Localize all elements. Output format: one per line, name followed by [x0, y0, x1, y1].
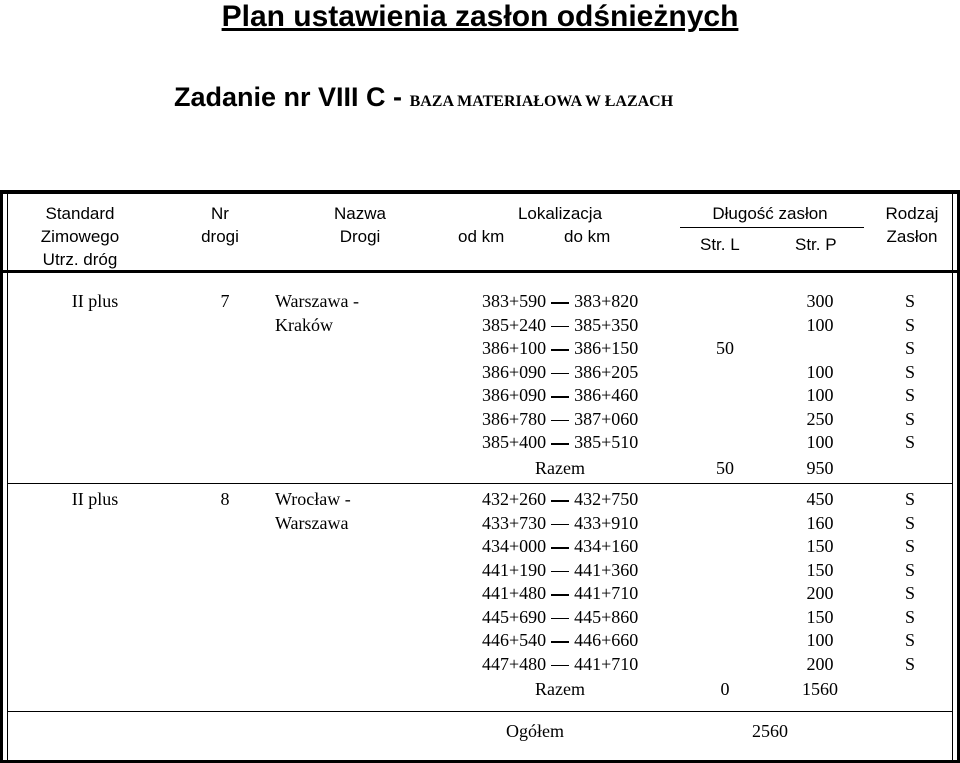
length-right: 100	[806, 385, 834, 405]
header-nazwa-l1: Nazwa	[334, 204, 386, 223]
header-str-l: Str. L	[700, 235, 740, 254]
km-from: 441+480	[482, 583, 547, 603]
razem-right: 1560	[802, 679, 838, 699]
km-from: 386+100	[482, 338, 547, 358]
task-number: Zadanie nr VIII C -	[174, 82, 403, 112]
length-right: 100	[806, 630, 834, 650]
km-to: 434+160	[574, 536, 639, 556]
range-dash	[551, 349, 569, 351]
section-separator-1	[8, 483, 952, 484]
table-left-border	[0, 190, 3, 763]
km-from: 386+090	[482, 361, 547, 382]
header-nr	[185, 202, 255, 248]
section-separator-2	[8, 711, 952, 712]
location-range	[482, 513, 638, 534]
header-nazwa-l2: Drogi	[339, 227, 381, 246]
location-range	[482, 560, 638, 581]
curtain-type: S	[904, 385, 915, 405]
location-range	[482, 385, 638, 406]
range-dash	[551, 420, 569, 422]
razem-left: 0	[720, 679, 730, 699]
curtain-type: S	[904, 536, 915, 556]
curtain-type: S	[904, 583, 915, 603]
length-right: 300	[806, 291, 834, 311]
km-from: 447+480	[482, 653, 547, 674]
header-standard-l1: Standard	[45, 204, 115, 223]
km-to: 441+360	[574, 559, 639, 580]
km-to: 441+710	[574, 583, 639, 603]
location-range	[482, 654, 638, 675]
razem-right: 950	[806, 457, 834, 478]
header-nazwa	[300, 202, 420, 248]
km-to: 386+460	[574, 385, 639, 405]
curtain-type: S	[904, 559, 915, 580]
length-right: 450	[806, 489, 834, 509]
task-subtitle	[174, 82, 673, 113]
location-range	[482, 583, 638, 604]
km-to: 385+510	[574, 432, 639, 452]
curtain-type: S	[904, 630, 915, 650]
range-dash	[551, 641, 569, 643]
km-from: 386+780	[482, 408, 547, 429]
curtain-type: S	[904, 512, 915, 533]
curtain-type: S	[904, 432, 915, 452]
km-from: 385+240	[482, 314, 547, 335]
header-rodzaj-l1: Rodzaj	[885, 204, 939, 223]
range-dash	[551, 618, 569, 620]
road-name-line2: Kraków	[275, 314, 333, 335]
header-standard	[10, 202, 150, 271]
header-nr-l2: drogi	[201, 227, 239, 246]
km-from: 385+400	[482, 432, 547, 452]
range-dash	[551, 396, 569, 398]
range-dash	[551, 302, 569, 304]
length-right: 150	[806, 606, 834, 627]
length-right: 200	[806, 583, 834, 603]
range-dash	[551, 665, 569, 667]
length-right: 100	[806, 314, 834, 335]
range-dash	[551, 547, 569, 549]
location-range	[482, 291, 638, 312]
km-to: 386+205	[574, 361, 639, 382]
km-from: 445+690	[482, 606, 547, 627]
header-do-km: do km	[564, 227, 611, 246]
header-standard-l3: Utrz. dróg	[42, 250, 118, 269]
header-str-p: Str. P	[795, 235, 837, 254]
road-name-line2: Warszawa	[275, 512, 349, 533]
page-title: Plan ustawienia zasłon odśnieżnych	[221, 0, 739, 33]
standard-cell: II plus	[71, 489, 119, 509]
km-from: 434+000	[482, 536, 547, 556]
km-to: 433+910	[574, 512, 639, 533]
km-to: 432+750	[574, 489, 639, 509]
length-right: 100	[806, 432, 834, 452]
km-to: 445+860	[574, 606, 639, 627]
table-top-border	[0, 190, 960, 194]
curtain-type: S	[904, 653, 915, 674]
header-rodzaj-l2: Zasłon	[886, 227, 938, 246]
km-to: 383+820	[574, 291, 639, 311]
range-dash	[551, 443, 569, 445]
road-name-line1: Warszawa -	[275, 291, 359, 311]
range-dash	[551, 524, 569, 526]
location-range	[482, 630, 638, 651]
km-to: 387+060	[574, 408, 639, 429]
curtain-type: S	[904, 361, 915, 382]
curtain-type: S	[904, 314, 915, 335]
km-from: 432+260	[482, 489, 547, 509]
curtain-type: S	[904, 291, 915, 311]
ogolem-label: Ogółem	[506, 721, 564, 741]
base-name: BAZA MATERIAŁOWA W ŁAZACH	[409, 93, 674, 110]
road-number: 8	[220, 489, 230, 509]
header-standard-l2: Zimowego	[40, 227, 120, 246]
road-number: 7	[220, 291, 230, 311]
km-to: 386+150	[574, 338, 639, 358]
km-from: 383+590	[482, 291, 547, 311]
header-od-km: od km	[458, 227, 505, 246]
location-range	[482, 432, 638, 453]
range-dash	[551, 500, 569, 502]
length-left: 50	[716, 338, 734, 358]
standard-cell: II plus	[71, 291, 119, 311]
location-range	[482, 536, 638, 557]
table-left-inner-border	[7, 190, 8, 763]
length-right: 100	[806, 361, 834, 382]
location-range	[482, 315, 638, 336]
range-dash	[551, 373, 569, 375]
curtain-plan-table	[0, 190, 960, 763]
table-right-inner-border	[952, 190, 953, 763]
length-right: 250	[806, 408, 834, 429]
curtain-type: S	[904, 489, 915, 509]
razem-label: Razem	[535, 679, 585, 699]
length-right: 150	[806, 559, 834, 580]
location-range	[482, 607, 638, 628]
header-nr-l1: Nr	[211, 204, 229, 223]
header-dlugosc: Długość zasłon	[712, 204, 828, 223]
curtain-type: S	[904, 338, 915, 358]
length-right: 150	[806, 536, 834, 556]
location-range	[482, 338, 638, 359]
range-dash	[551, 594, 569, 596]
km-to: 441+710	[574, 653, 639, 674]
length-right: 200	[806, 653, 834, 674]
header-lokalizacja: Lokalizacja	[517, 204, 603, 223]
razem-left: 50	[716, 457, 734, 478]
range-dash	[551, 571, 569, 573]
km-from: 433+730	[482, 512, 547, 533]
km-from: 386+090	[482, 385, 547, 405]
location-range	[482, 362, 638, 383]
dlugosc-divider	[680, 227, 864, 228]
curtain-type: S	[904, 606, 915, 627]
length-right: 160	[806, 512, 834, 533]
km-from: 441+190	[482, 559, 547, 580]
road-name-line1: Wrocław -	[275, 489, 351, 509]
ogolem-value: 2560	[752, 721, 788, 741]
razem-label: Razem	[535, 457, 585, 478]
km-from: 446+540	[482, 630, 547, 650]
range-dash	[551, 326, 569, 328]
location-range	[482, 489, 638, 510]
curtain-type: S	[904, 408, 915, 429]
km-to: 446+660	[574, 630, 639, 650]
header-rodzaj	[868, 202, 956, 248]
km-to: 385+350	[574, 314, 639, 335]
location-range	[482, 409, 638, 430]
